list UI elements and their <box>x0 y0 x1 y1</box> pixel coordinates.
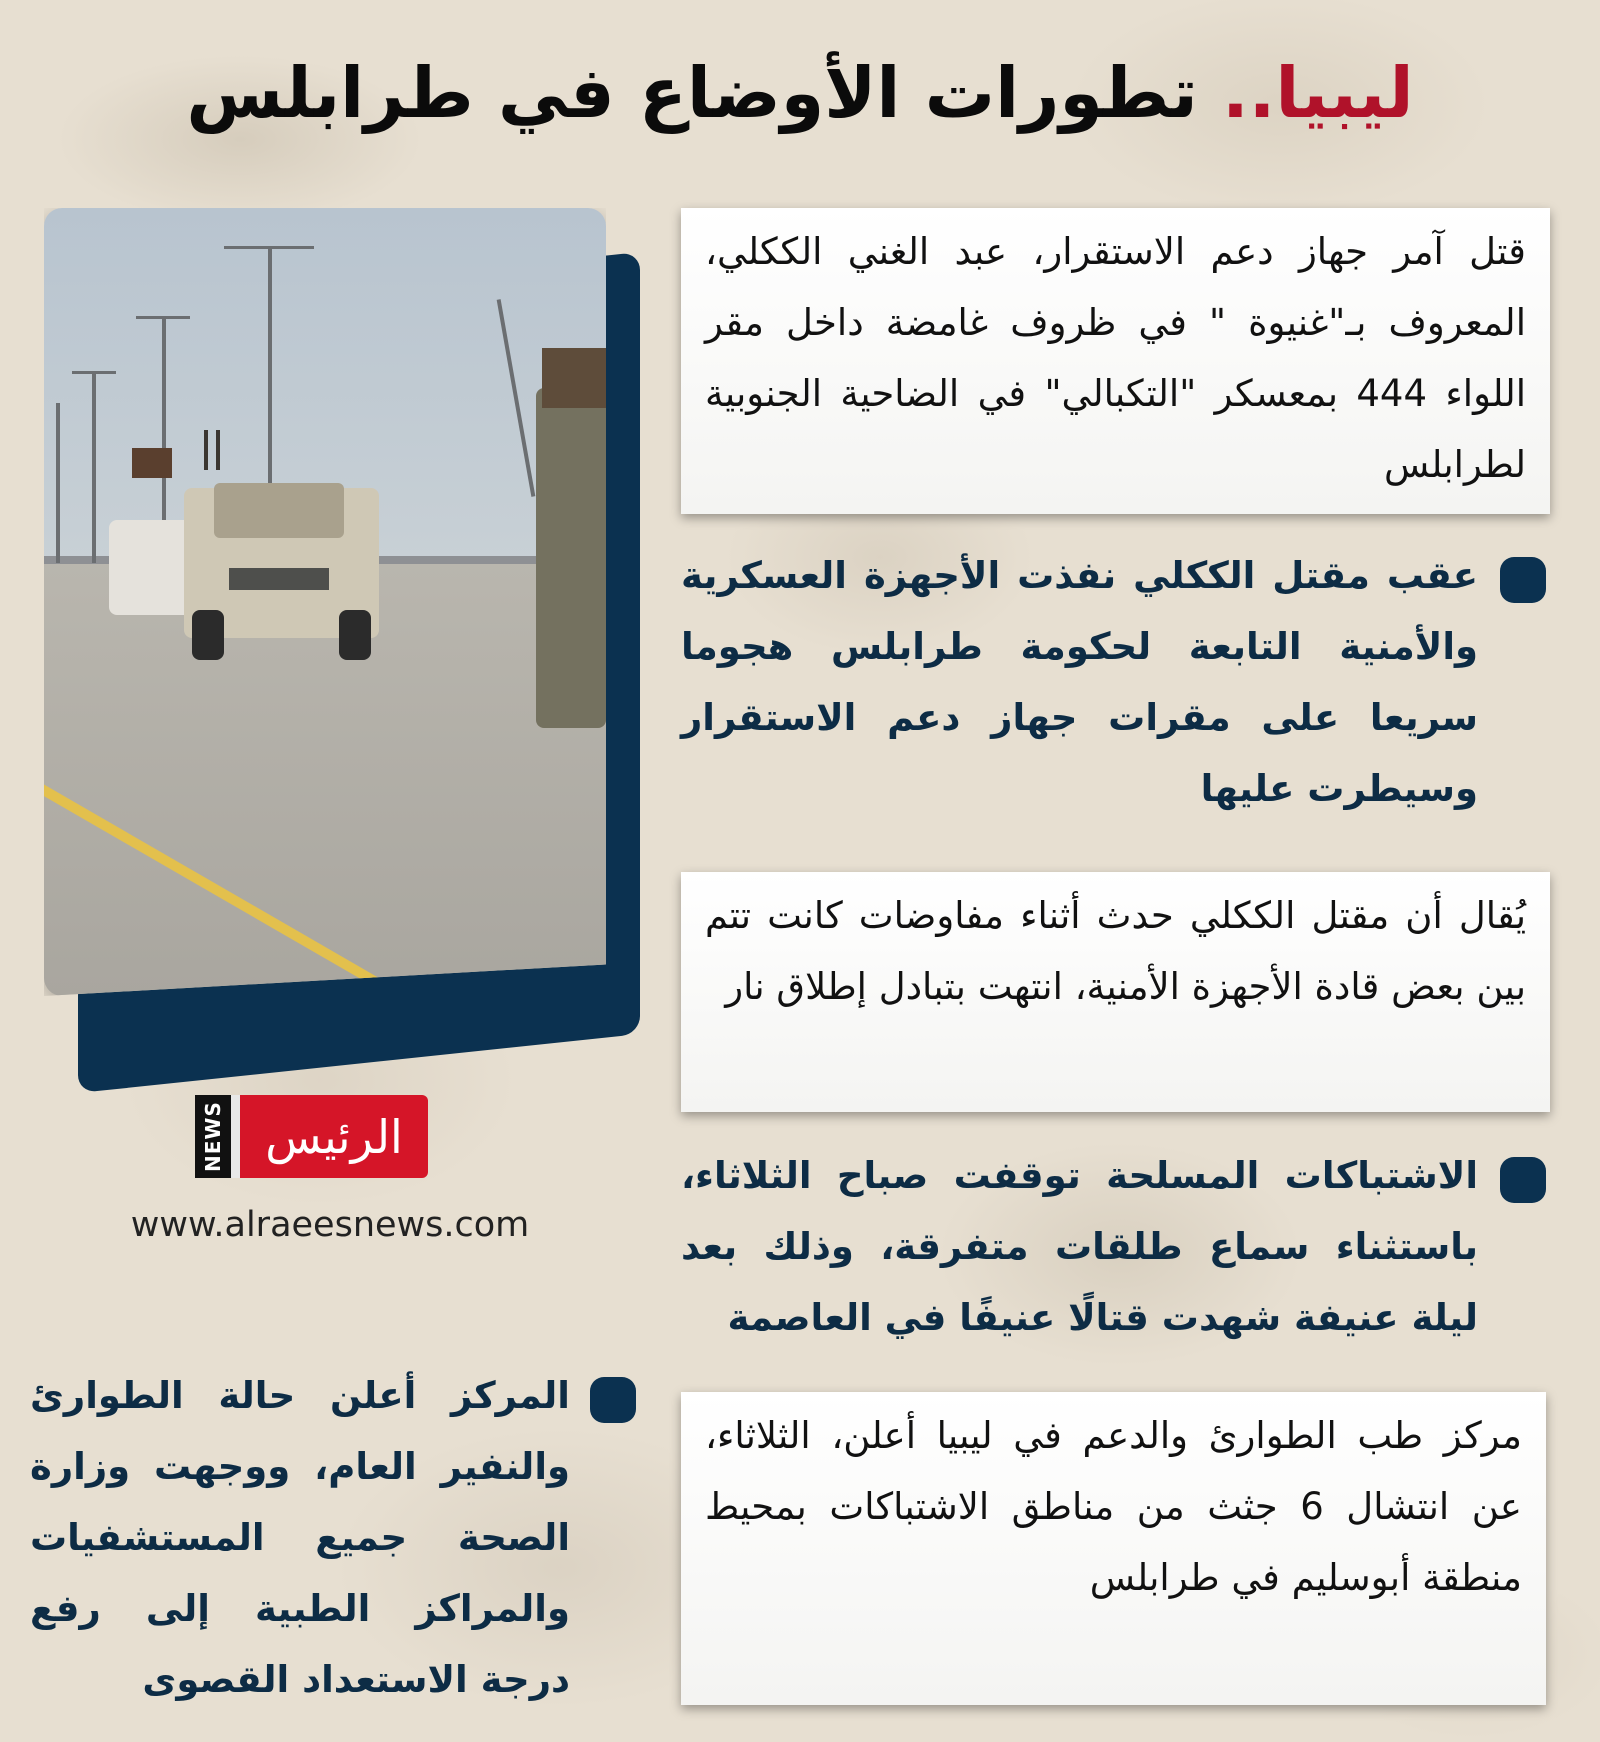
photo-truck-cab <box>214 483 344 538</box>
bullet-point <box>681 540 1478 824</box>
page-title <box>0 48 1600 138</box>
logo-brand-name: الرئيس <box>240 1095 428 1178</box>
photo-lamp-pole <box>497 299 536 497</box>
photo-lamp-pole <box>56 403 60 563</box>
info-card <box>681 208 1550 514</box>
bullet-point <box>681 1140 1478 1353</box>
bullet-point <box>30 1360 570 1715</box>
bullet-icon <box>1500 1157 1546 1203</box>
photo-mounted-gun <box>204 430 208 470</box>
photo-beige-pickup <box>184 488 379 638</box>
photo-lamp-pole <box>92 373 96 563</box>
photo-lamp-arm <box>72 371 116 374</box>
bullet-icon <box>1500 557 1546 603</box>
info-card <box>681 1392 1546 1705</box>
website-url[interactable]: www.alraeesnews.com <box>130 1205 530 1245</box>
photo-truck-wheel <box>192 610 224 660</box>
bullet-point-text: المركز أعلن حالة الطوارئ والنفير العام، ووجهت وزارة الصحة جميع المستشفيات والمراكز الطبية إلى رفع درجة الاستعداد القصوى <box>30 1374 570 1701</box>
photo-lamp-arm <box>224 246 314 249</box>
info-card-text: قتل آمر جهاز دعم الاستقرار، عبد الغني الككلي، المعروف بـ"غنيوة " في ظروف غامضة داخل مقر اللواء 444 بمعسكر "التكبالي" في الضاحية الجنوبية لطرابلس <box>705 230 1526 486</box>
photo-truck-wheel <box>339 610 371 660</box>
info-card-text: يُقال أن مقتل الككلي حدث أثناء مفاوضات كانت تتم بين بعض قادة الأجهزة الأمنية، انتهت بتبادل إطلاق نار <box>705 894 1526 1008</box>
photo-mounted-gun <box>132 448 172 478</box>
brand-logo <box>195 1095 428 1178</box>
photo-truck-grille <box>229 568 329 590</box>
logo-divider <box>231 1095 240 1178</box>
bullet-point-text: عقب مقتل الككلي نفذت الأجهزة العسكرية والأمنية التابعة لحكومة طرابلس هجوما سريعا على مقرات جهاز دعم الاستقرار وسيطرت عليها <box>681 554 1478 810</box>
news-photo <box>44 208 606 996</box>
bullet-icon <box>590 1377 636 1423</box>
photo-lamp-pole <box>268 248 272 498</box>
photo-foreground-truck <box>536 388 606 728</box>
title-accent: ليبيا.. <box>1222 52 1414 134</box>
info-card-text: مركز طب الطوارئ والدعم في ليبيا أعلن، الثلاثاء، عن انتشال 6 جثث من مناطق الاشتباكات بمحيط منطقة أبوسليم في طرابلس <box>705 1414 1523 1599</box>
photo-lamp-arm <box>136 316 190 319</box>
info-card <box>681 872 1550 1112</box>
photo-mounted-gun <box>542 348 606 408</box>
logo-news-tag: NEWS <box>195 1095 231 1178</box>
title-main: تطورات الأوضاع في طرابلس <box>186 52 1198 134</box>
bullet-point-text: الاشتباكات المسلحة توقفت صباح الثلاثاء، باستثناء سماع طلقات متفرقة، وذلك بعد ليلة عنيفة شهدت قتالًا عنيفًا في العاصمة <box>681 1154 1478 1339</box>
photo-mounted-gun <box>216 430 220 470</box>
